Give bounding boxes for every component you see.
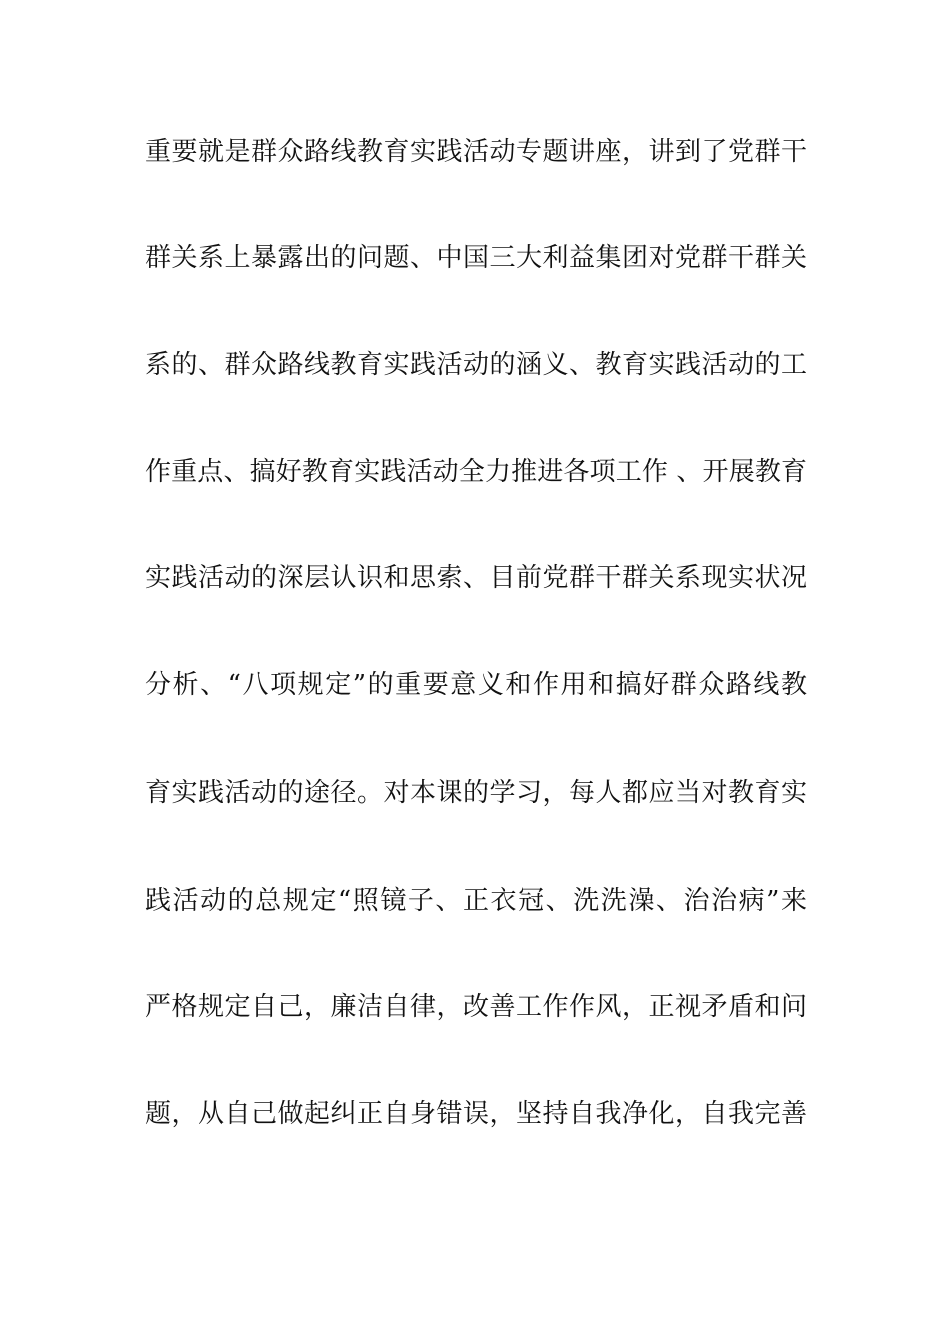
paragraph-line-6: 分析、“八项规定”的重要意义和作用和搞好群众路线教	[145, 670, 807, 700]
paragraph-line-4: 作重点、搞好教育实践活动全力推进各项工作 、开展教育	[145, 457, 807, 487]
paragraph-line-2: 群关系上暴露出的问题、中国三大利益集团对党群干群关	[145, 243, 807, 273]
paragraph-line-8: 践活动的总规定“照镜子、正衣冠、洗洗澡、治治病”来	[145, 886, 807, 916]
paragraph-line-1: 重要就是群众路线教育实践活动专题讲座，讲到了党群干	[145, 137, 807, 167]
paragraph-line-9: 严格规定自己，廉洁自律，改善工作作风，正视矛盾和问	[145, 992, 807, 1022]
paragraph-line-3: 系的、群众路线教育实践活动的涵义、教育实践活动的工	[145, 350, 807, 380]
paragraph-line-10: 题，从自己做起纠正自身错误，坚持自我净化，自我完善	[145, 1099, 807, 1129]
paragraph-line-7: 育实践活动的途径。对本课的学习，每人都应当对教育实	[145, 778, 807, 808]
paragraph-line-5: 实践活动的深层认识和思索、目前党群干群关系现实状况	[145, 563, 807, 593]
